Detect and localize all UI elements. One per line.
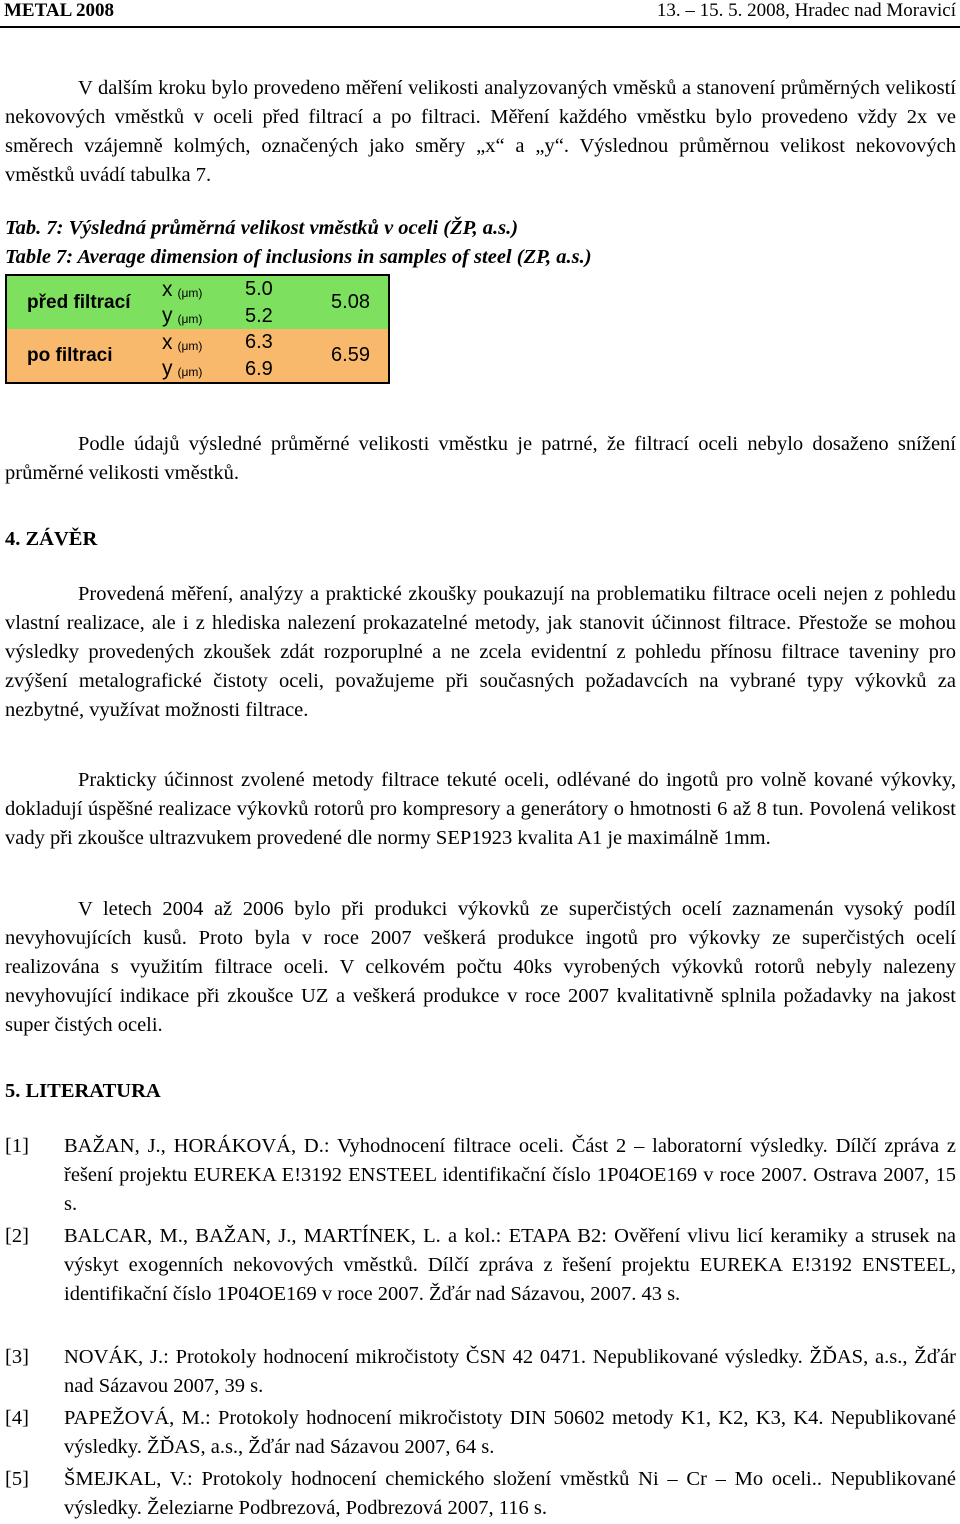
reference-item xyxy=(5,1222,956,1309)
reference-text: BAŽAN, J., HORÁKOVÁ, D.: Vyhodnocení filtrace oceli. Část 2 – laboratorní výsledky. Dílčí zpráva z řešení projektu EUREKA E!3192 ENSTEEL identifikační číslo 1P04OE169 v roce 2007. Ostrava 2007, 15 s. xyxy=(64,1135,956,1215)
reference-text: BALCAR, M., BAŽAN, J., MARTÍNEK, L. a kol.: ETAPA B2: Ověření vlivu licí keramiky a strusek na výskyt exogenních nekovových vměstků. Dílčí zpráva z řešení projektu EUREKA E!3192 ENSTEEL, identifikační číslo 1P04OE169 v roce 2007. Žďár nad Sázavou, 2007. 43 s. xyxy=(64,1225,956,1305)
paragraph-measurement: V dalším kroku bylo provedeno měření velikosti analyzovaných vměsků a stanovení průměrných velikostí nekovových vměstků v oceli před filtrací a po filtraci. Měření každého vměstku bylo provedeno vždy 2x ve směrech vzájemně kolmých, označených jako směry „x“ a „y“. Výslednou průměrnou velikost nekovových vměstků uvádí tabulka 7. xyxy=(5,77,956,186)
section-heading-literature: 5. LITERATURA xyxy=(5,1080,161,1102)
axis-y-before: y (μm) xyxy=(158,303,233,329)
section-heading-conclusion: 4. ZÁVĚR xyxy=(5,528,98,550)
value-y-before: 5.2 xyxy=(233,303,313,329)
row-label-after: po filtraci xyxy=(7,329,158,382)
page-header xyxy=(0,0,960,28)
inclusion-size-table xyxy=(5,274,390,384)
conference-date-place: 13. – 15. 5. 2008, Hradec nad Moravicí xyxy=(656,0,956,21)
table-caption-en: Table 7: Average dimension of inclusions in samples of steel (ZP, a.s.) xyxy=(5,246,592,268)
reference-item xyxy=(5,1404,956,1462)
average-after: 6.59 xyxy=(313,329,388,382)
value-y-after: 6.9 xyxy=(233,356,313,382)
value-x-after: 6.3 xyxy=(233,329,313,356)
value-x-before: 5.0 xyxy=(233,276,313,303)
reference-number: [2] xyxy=(5,1225,29,1247)
paragraph-conclusion-2: Prakticky účinnost zvolené metody filtrace tekuté oceli, odlévané do ingotů pro volně kované výkovky, dokladují úspěšné realizace výkovků rotorů pro kompresory a generátory o hmotnosti 6 až 8 tun. Povolená velikost vady při zkoušce ultrazvukem provedené dle normy SEP1923 kvalita A1 je maximálně 1mm. xyxy=(5,769,956,849)
reference-text: NOVÁK, J.: Protokoly hodnocení mikročistoty ČSN 42 0471. Nepublikované výsledky. ŽĎAS, a.s., Žďár nad Sázavou 2007, 39 s. xyxy=(64,1346,956,1397)
reference-number: [5] xyxy=(5,1468,29,1490)
reference-number: [1] xyxy=(5,1135,29,1157)
paragraph-conclusion-3: V letech 2004 až 2006 bylo při produkci výkovků ze superčistých ocelí zaznamenán vysoký podíl nevyhovujících kusů. Proto byla v roce 2007 veškerá produkce ingotů pro výkovky ze superčistých ocelí realizována s využitím filtrace oceli. V celkovém počtu 40ks vyrobených výkovků rotorů nebyly nalezeny nevyhovující indikace při zkoušce UZ a veškerá produkce v roce 2007 kvalitativně splnila požadavky na jakost super čistých oceli. xyxy=(5,898,956,1036)
paragraph-conclusion-1: Provedená měření, analýzy a praktické zkoušky poukazují na problematiku filtrace oceli nejen z pohledu vlastní realizace, ale i z hlediska nalezení prokazatelné metody, jak stanovit účinnost filtrace. Přestože se mohou výsledky provedených zkoušek zdát rozporuplné a ne zcela evidentní z pohledu přínosu filtrace taveniny pro zvýšení metalografické čistoty oceli, považujeme při současných požadavcích na vybrané typy výkovků za nezbytné, využívat možnosti filtrace. xyxy=(5,583,956,721)
conference-title: METAL 2008 xyxy=(4,0,114,21)
reference-text: ŠMEJKAL, V.: Protokoly hodnocení chemického složení vměstků Ni – Cr – Mo oceli.. Nepublikované výsledky. Železiarne Podbrezová, Podbrezová 2007, 116 s. xyxy=(64,1468,956,1519)
axis-y-after: y (μm) xyxy=(158,356,233,382)
reference-item xyxy=(5,1343,956,1401)
row-label-before: před filtrací xyxy=(7,276,158,329)
reference-item xyxy=(5,1465,956,1523)
axis-x-before: x (μm) xyxy=(158,276,233,303)
table-caption-cz: Tab. 7: Výsledná průměrná velikost vměstků v oceli (ŽP, a.s.) xyxy=(5,217,519,239)
reference-number: [4] xyxy=(5,1407,29,1429)
reference-item xyxy=(5,1132,956,1219)
reference-number: [3] xyxy=(5,1346,29,1368)
average-before: 5.08 xyxy=(313,276,388,329)
axis-x-after: x (μm) xyxy=(158,329,233,356)
reference-text: PAPEŽOVÁ, M.: Protokoly hodnocení mikročistoty DIN 50602 metody K1, K2, K3, K4. Nepublikované výsledky. ŽĎAS, a.s., Žďár nad Sázavou 2007, 64 s. xyxy=(64,1407,956,1458)
paragraph-result: Podle údajů výsledné průměrné velikosti vměstku je patrné, že filtrací oceli nebylo dosaženo snížení průměrné velikosti vměstků. xyxy=(5,433,956,484)
